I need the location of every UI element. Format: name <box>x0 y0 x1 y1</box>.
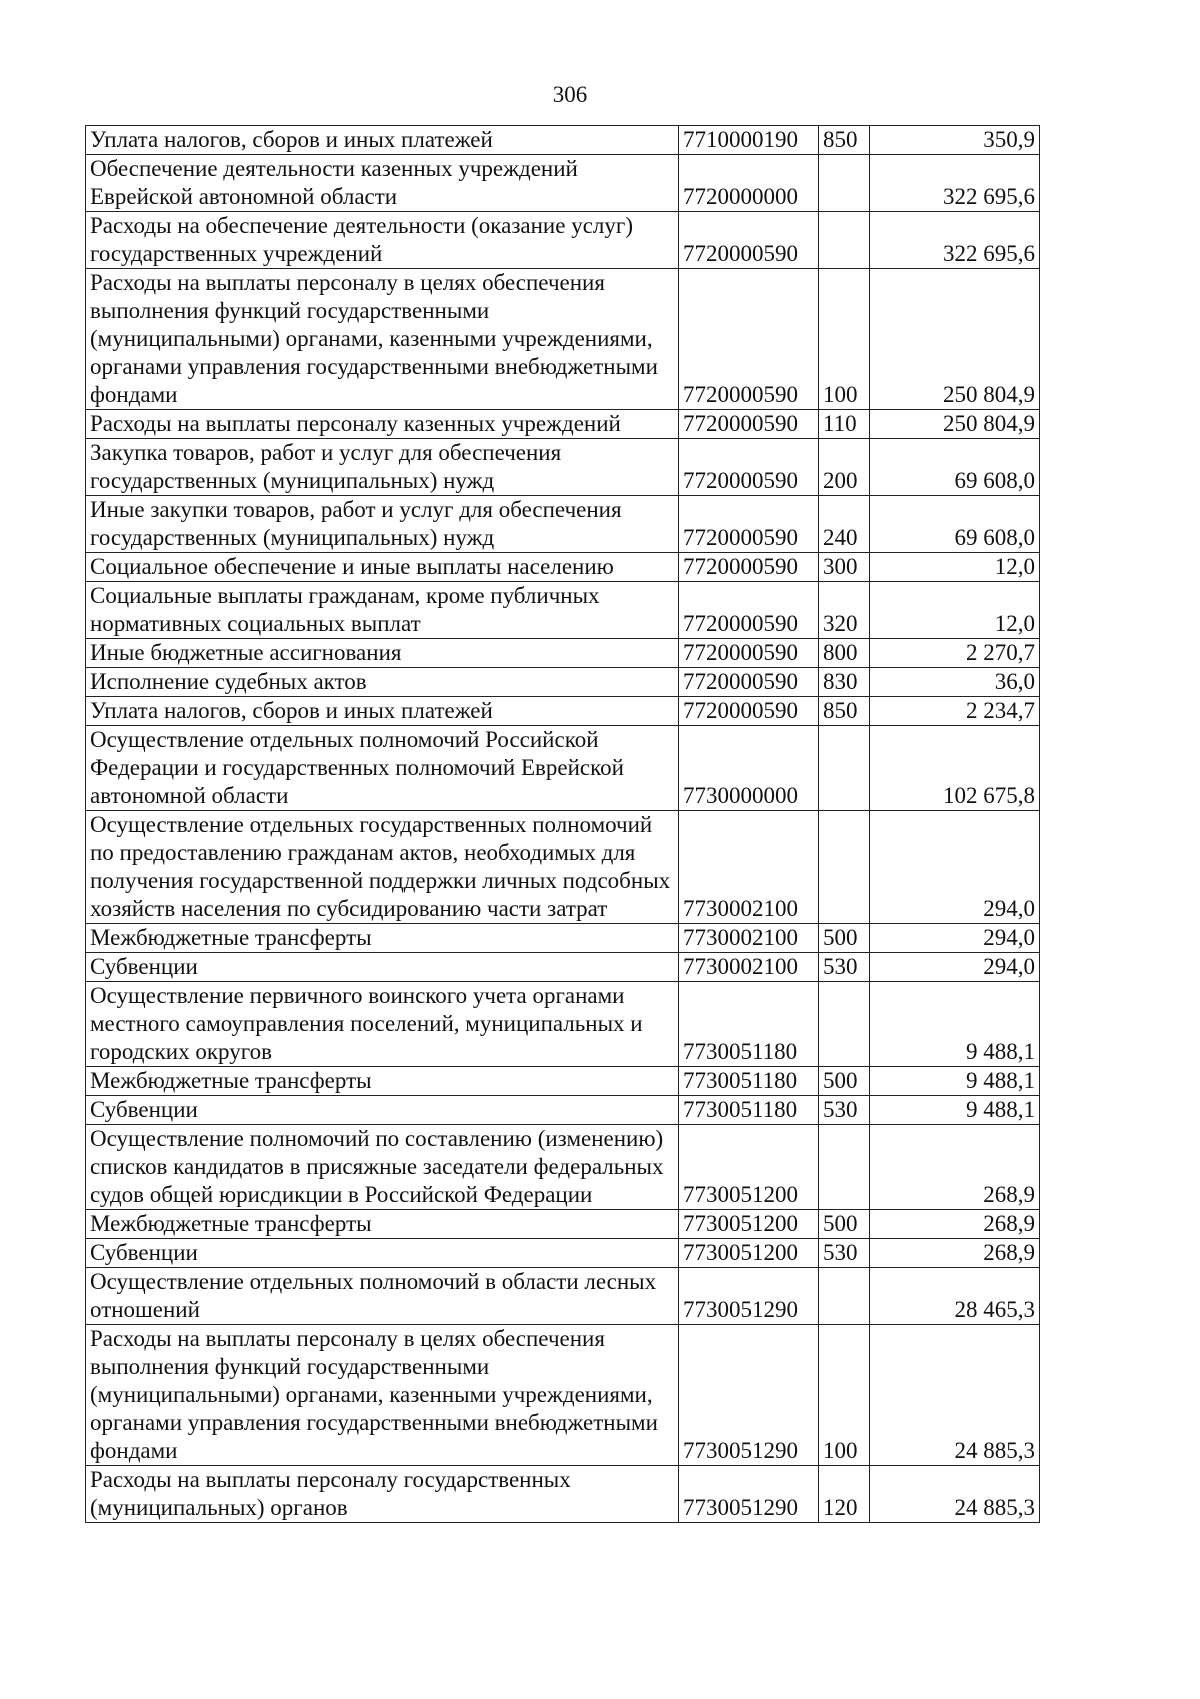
table-row <box>86 1096 1040 1125</box>
row-type: 100 <box>819 1325 870 1466</box>
row-type: 500 <box>819 1210 870 1239</box>
row-code: 7730000000 <box>679 726 819 811</box>
row-type: 530 <box>819 953 870 982</box>
row-code: 7730051290 <box>679 1466 819 1523</box>
row-name: Осуществление отдельных полномочий Российской Федерации и государственных полномочий Еврейской автономной области <box>86 726 679 811</box>
row-sum: 294,0 <box>870 811 1040 924</box>
row-code: 7720000000 <box>679 155 819 212</box>
table-row <box>86 982 1040 1067</box>
row-sum: 36,0 <box>870 668 1040 697</box>
row-sum: 268,9 <box>870 1125 1040 1210</box>
row-name: Субвенции <box>86 953 679 982</box>
row-sum: 2 270,7 <box>870 639 1040 668</box>
table-row <box>86 726 1040 811</box>
table-row <box>86 1239 1040 1268</box>
table-row <box>86 155 1040 212</box>
table-row <box>86 1125 1040 1210</box>
row-type: 240 <box>819 496 870 553</box>
row-type <box>819 811 870 924</box>
page-number: 306 <box>552 82 588 107</box>
row-type <box>819 1125 870 1210</box>
row-type: 800 <box>819 639 870 668</box>
row-sum: 12,0 <box>870 582 1040 639</box>
row-type: 300 <box>819 553 870 582</box>
row-code: 7730051290 <box>679 1325 819 1466</box>
row-code: 7720000590 <box>679 439 819 496</box>
row-code: 7710000190 <box>679 126 819 155</box>
row-type: 530 <box>819 1096 870 1125</box>
table-row <box>86 553 1040 582</box>
row-type: 320 <box>819 582 870 639</box>
row-name: Обеспечение деятельности казенных учреждений Еврейской автономной области <box>86 155 679 212</box>
row-name: Закупка товаров, работ и услуг для обеспечения государственных (муниципальных) нужд <box>86 439 679 496</box>
row-sum: 322 695,6 <box>870 212 1040 269</box>
row-type: 530 <box>819 1239 870 1268</box>
row-type: 850 <box>819 126 870 155</box>
row-type: 830 <box>819 668 870 697</box>
row-type <box>819 726 870 811</box>
row-code: 7730051200 <box>679 1239 819 1268</box>
table-row <box>86 1210 1040 1239</box>
row-name: Иные закупки товаров, работ и услуг для обеспечения государственных (муниципальных) нужд <box>86 496 679 553</box>
row-name: Осуществление полномочий по составлению (изменению) списков кандидатов в присяжные заседатели федеральных судов общей юрисдикции в Российской Федерации <box>86 1125 679 1210</box>
row-sum: 9 488,1 <box>870 1067 1040 1096</box>
row-name: Осуществление отдельных государственных полномочий по предоставлению гражданам актов, необходимых для получения государственной поддержки личных подсобных хозяйств населения по субсидированию части затрат <box>86 811 679 924</box>
row-type <box>819 982 870 1067</box>
table-row <box>86 1466 1040 1523</box>
row-name: Расходы на обеспечение деятельности (оказание услуг) государственных учреждений <box>86 212 679 269</box>
row-name: Расходы на выплаты персоналу в целях обеспечения выполнения функций государственными (муниципальными) органами, казенными учреждениями, органами управления государственными внебюджетными фондами <box>86 1325 679 1466</box>
row-name: Осуществление первичного воинского учета органами местного самоуправления поселений, муниципальных и городских округов <box>86 982 679 1067</box>
row-sum: 9 488,1 <box>870 1096 1040 1125</box>
row-name: Межбюджетные трансферты <box>86 1067 679 1096</box>
table-row <box>86 668 1040 697</box>
row-code: 7730051290 <box>679 1268 819 1325</box>
row-code: 7730002100 <box>679 953 819 982</box>
row-code: 7730051180 <box>679 1067 819 1096</box>
row-sum: 69 608,0 <box>870 439 1040 496</box>
row-code: 7730051200 <box>679 1210 819 1239</box>
table-row <box>86 269 1040 410</box>
row-code: 7720000590 <box>679 697 819 726</box>
row-name: Межбюджетные трансферты <box>86 924 679 953</box>
row-code: 7720000590 <box>679 496 819 553</box>
table-row <box>86 697 1040 726</box>
row-code: 7730002100 <box>679 924 819 953</box>
row-code: 7720000590 <box>679 269 819 410</box>
budget-table <box>85 125 1040 1523</box>
row-sum: 102 675,8 <box>870 726 1040 811</box>
row-code: 7730051180 <box>679 982 819 1067</box>
row-sum: 28 465,3 <box>870 1268 1040 1325</box>
row-code: 7720000590 <box>679 410 819 439</box>
row-name: Исполнение судебных актов <box>86 668 679 697</box>
table-row <box>86 639 1040 668</box>
table-row <box>86 953 1040 982</box>
row-type: 110 <box>819 410 870 439</box>
row-type: 120 <box>819 1466 870 1523</box>
row-name: Социальное обеспечение и иные выплаты населению <box>86 553 679 582</box>
row-sum: 268,9 <box>870 1239 1040 1268</box>
row-name: Иные бюджетные ассигнования <box>86 639 679 668</box>
row-name: Расходы на выплаты персоналу в целях обеспечения выполнения функций государственными (муниципальными) органами, казенными учреждениями, органами управления государственными внебюджетными фондами <box>86 269 679 410</box>
row-code: 7730051180 <box>679 1096 819 1125</box>
row-sum: 322 695,6 <box>870 155 1040 212</box>
row-code: 7730051200 <box>679 1125 819 1210</box>
row-type: 200 <box>819 439 870 496</box>
table-row <box>86 924 1040 953</box>
row-name: Осуществление отдельных полномочий в области лесных отношений <box>86 1268 679 1325</box>
row-sum: 9 488,1 <box>870 982 1040 1067</box>
row-code: 7720000590 <box>679 582 819 639</box>
row-sum: 69 608,0 <box>870 496 1040 553</box>
row-code: 7720000590 <box>679 639 819 668</box>
row-sum: 250 804,9 <box>870 410 1040 439</box>
row-type <box>819 212 870 269</box>
row-name: Субвенции <box>86 1096 679 1125</box>
table-row <box>86 496 1040 553</box>
row-type: 850 <box>819 697 870 726</box>
row-code: 7720000590 <box>679 553 819 582</box>
row-sum: 350,9 <box>870 126 1040 155</box>
row-type: 500 <box>819 924 870 953</box>
row-name: Уплата налогов, сборов и иных платежей <box>86 697 679 726</box>
row-sum: 24 885,3 <box>870 1466 1040 1523</box>
table-row <box>86 1325 1040 1466</box>
row-sum: 2 234,7 <box>870 697 1040 726</box>
row-name: Социальные выплаты гражданам, кроме публичных нормативных социальных выплат <box>86 582 679 639</box>
row-sum: 294,0 <box>870 924 1040 953</box>
table-row <box>86 212 1040 269</box>
row-name: Уплата налогов, сборов и иных платежей <box>86 126 679 155</box>
row-code: 7720000590 <box>679 668 819 697</box>
row-sum: 250 804,9 <box>870 269 1040 410</box>
row-sum: 24 885,3 <box>870 1325 1040 1466</box>
table-row <box>86 1268 1040 1325</box>
row-name: Расходы на выплаты персоналу казенных учреждений <box>86 410 679 439</box>
row-type: 100 <box>819 269 870 410</box>
table-row <box>86 126 1040 155</box>
row-type: 500 <box>819 1067 870 1096</box>
table-row <box>86 439 1040 496</box>
row-type <box>819 155 870 212</box>
row-sum: 268,9 <box>870 1210 1040 1239</box>
table-row <box>86 1067 1040 1096</box>
row-sum: 294,0 <box>870 953 1040 982</box>
row-type <box>819 1268 870 1325</box>
row-sum: 12,0 <box>870 553 1040 582</box>
table-row <box>86 410 1040 439</box>
row-code: 7720000590 <box>679 212 819 269</box>
row-name: Расходы на выплаты персоналу государственных (муниципальных) органов <box>86 1466 679 1523</box>
table-row <box>86 811 1040 924</box>
row-name: Межбюджетные трансферты <box>86 1210 679 1239</box>
row-name: Субвенции <box>86 1239 679 1268</box>
row-code: 7730002100 <box>679 811 819 924</box>
table-row <box>86 582 1040 639</box>
